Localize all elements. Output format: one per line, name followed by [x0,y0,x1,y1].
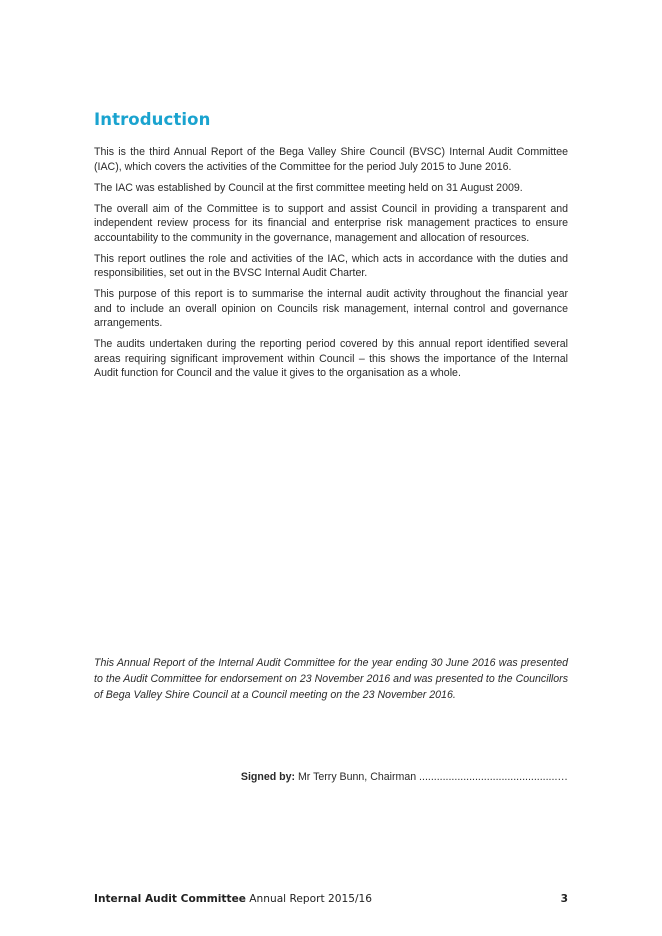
footer-committee-name: Internal Audit Committee [94,893,246,905]
signature-line [94,770,568,784]
page-footer [94,892,568,906]
endorsement-statement: This Annual Report of the Internal Audit Committee for the year ending 30 June 2016 was presented to the Audit Committee for endorsement on 23 November 2016 and was presented to the Councillors of Bega Valley Shire Council at a Council meeting on the 23 November 2016. [94,657,568,701]
signature-label: Signed by: [240,771,296,783]
section-heading: Introduction [94,110,211,129]
paragraph-report-outline: This report outlines the role and activities of the IAC, which acts in accordance with the duties and responsibilities, set out in the BVSC Internal Audit Charter. [94,252,568,279]
paragraph-overall-aim: The overall aim of the Committee is to support and assist Council in providing a transparent and independent review process for its financial and enterprise risk management practices to ensure accountability to the community in the governance, management and allocation of resources. [94,202,568,244]
page-number: 3 [560,893,568,905]
paragraph-third-annual-report: This is the third Annual Report of the Bega Valley Shire Council (BVSC) Internal Audit Committee (IAC), which covers the activities of the Committee for the period July 2015 to June 2016. [94,146,568,173]
signature-text: Mr Terry Bunn, Chairman ...............................................… [295,771,568,783]
paragraph-audits-undertaken: The audits undertaken during the reporting period covered by this annual report identified several areas requiring significant improvement within Council – this shows the importance of the Internal Audit function for Council and the value it gives to the organisation as a whole. [94,338,568,379]
introduction-body [94,145,568,387]
paragraph-iac-established: The IAC was established by Council at the first committee meeting held on 31 August 2009. [94,181,523,194]
footer-report-title: Annual Report 2015/16 [245,893,372,905]
paragraph-report-purpose: This purpose of this report is to summarise the internal audit activity throughout the financial year and to include an overall opinion on Councils risk management, internal control and governance arrangements. [94,288,568,329]
